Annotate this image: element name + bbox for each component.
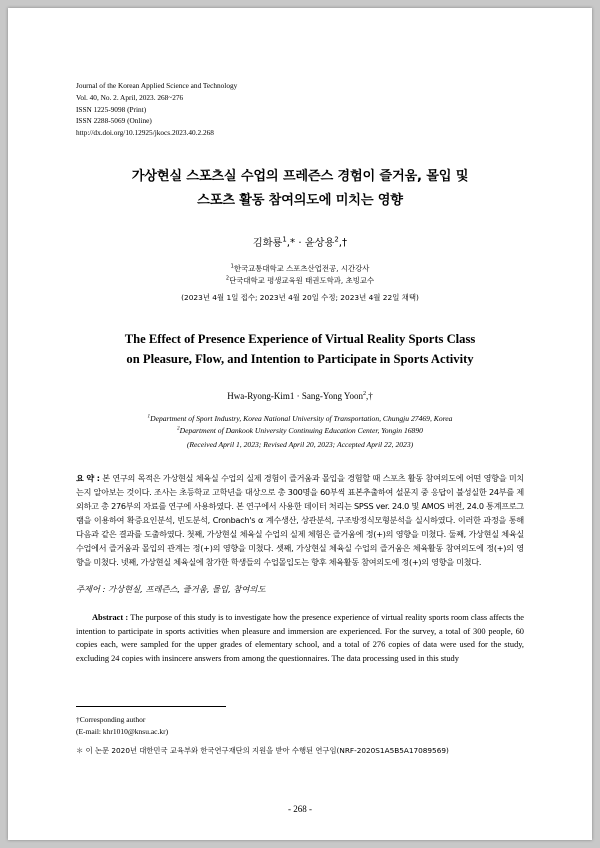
footnote-funding: ＊ 이 논문 2020년 대한민국 교육부와 한국연구재단의 지원을 받아 수행된 연구임(NRF-2020S1A5B5A17089569) (76, 746, 449, 756)
affiliation-korean-line: $^2$단국대학교 평생교육원 태권도학과, 초빙교수 (225, 275, 375, 286)
affiliations-english (76, 413, 524, 437)
page-title-korean (76, 165, 524, 212)
affiliations-korean (76, 263, 524, 287)
abstract-english-body: The purpose of this study is to investigate how the presence experience of virtual reality sports room class affects the intention to participate in sports activities when pleasure and immersion are experienced. For the survey, a total of 300 people, 60 copies each, were sampled for the upper grades of elementary school, and a total of 276 copies of data were used for the study, excluding 24 copies with insincere answers from among the questionnaires. The data processing used in this study (76, 613, 524, 663)
footnote-divider (76, 706, 226, 707)
footnotes (76, 714, 524, 758)
abstract-korean (76, 471, 524, 570)
journal-header-line: ISSN 1225-9098 (Print) (76, 104, 147, 114)
affiliation-english-line: $^1$Department of Sport Industry, Korea National University of Transportation, Chungju 27469, Korea (147, 413, 453, 424)
journal-header (76, 80, 524, 139)
footnote-email: (E-mail: khr1010@knsu.ac.kr) (76, 727, 169, 737)
affiliation-english-line: $^2$Department of Dankook University Continuing Education Center, Yongin 16890 (177, 425, 423, 436)
title-korean-line: 가상현실 스포츠실 수업의 프레즌스 경험이 즐거움, 몰입 및 (131, 169, 469, 185)
keywords-korean: 주제어 : 가상현실, 프레즌스, 즐거움, 몰입, 참여의도 (76, 584, 266, 595)
journal-header-line: ISSN 2288-5069 (Online) (76, 116, 152, 126)
journal-doi: http://dx.doi.org/10.12925/jkocs.2023.40.2.268 (76, 128, 214, 138)
received-dates-english: (Received April 1, 2023; Revised April 20, 2023; Accepted April 22, 2023) (186, 439, 414, 449)
journal-header-line: Journal of the Korean Applied Science and Technology (76, 81, 238, 90)
abstract-korean-label: 요 약 : (76, 472, 100, 483)
authors-korean: 김화룡$^1$,* · 윤상용$^2$,† (252, 235, 348, 250)
abstract-english-label: Abstract : (92, 613, 129, 623)
abstract-english (76, 611, 524, 665)
affiliation-korean-line: $^1$한국교통대학교 스포츠산업전공, 시간강사 (230, 263, 370, 274)
journal-header-line: Vol. 40, No. 2. April, 2023. 268~276 (76, 92, 184, 102)
paper-page (8, 8, 592, 840)
authors-english: Hwa-Ryong-Kim1 · Sang-Yong Yoon$^2$,† (227, 391, 373, 402)
footnote-corresponding-author: †Corresponding author (76, 714, 146, 724)
received-dates-korean: (2023년 4월 1일 접수; 2023년 4월 20일 수정; 2023년 4월 22일 채택) (181, 292, 419, 302)
title-english-line: The Effect of Presence Experience of Virtual Reality Sports Class (124, 331, 476, 346)
page-number: - 268 - (288, 804, 312, 814)
title-english-line: on Pleasure, Flow, and Intention to Participate in Sports Activity (126, 351, 474, 366)
page-title-english (76, 329, 524, 370)
abstract-korean-body: 본 연구의 목적은 가상현실 체육실 수업의 실제 경험이 즐거움과 몰입을 경험할 때 스포츠 활동 참여의도에 어떤 영향을 미치는지 알아보는 것이다. 조사는 초등학교 고학년을 대상으로 총 300명을 60부씩 표본추출하여 설문지 중 응답이 불성실한 24부를 제외하고 총 276부의 자료를 연구에 사용하였다. 본 연구에서 사용한 데이터 처리는 SPSS ver. 24.0 및 AMOS 버전, 24.0 통계프로그램을 이용하여 확증요인분석, 빈도분석, Cronbach's α 계수생산, 상관분석, 구조방정식모형분석을 실시하였다. 이러한 과정을 통해 다음과 같은 결과를 도출하였다. 첫째, 가상현실 체육실 수업의 실제 체험은 즐거움에 정(+)의 영향을 미쳤다. 둘째, 가상현실 체육실 수업에서 즐거움과 몰입의 관계는 정(+)의 영향을 미쳤다. 셋째, 가상현실 체육실 수업의 즐거움은 체육활동 참여의도에 정(+)의 영향을 미쳤다. 넷째, 가상현실 체육실에 참가한 학생들의 수업몰입도는 향후 체육활동 참여의도에 정(+)의 영향을 미쳤다. (76, 472, 524, 568)
title-korean-line: 스포츠 활동 참여의도에 미치는 영향 (197, 192, 403, 208)
